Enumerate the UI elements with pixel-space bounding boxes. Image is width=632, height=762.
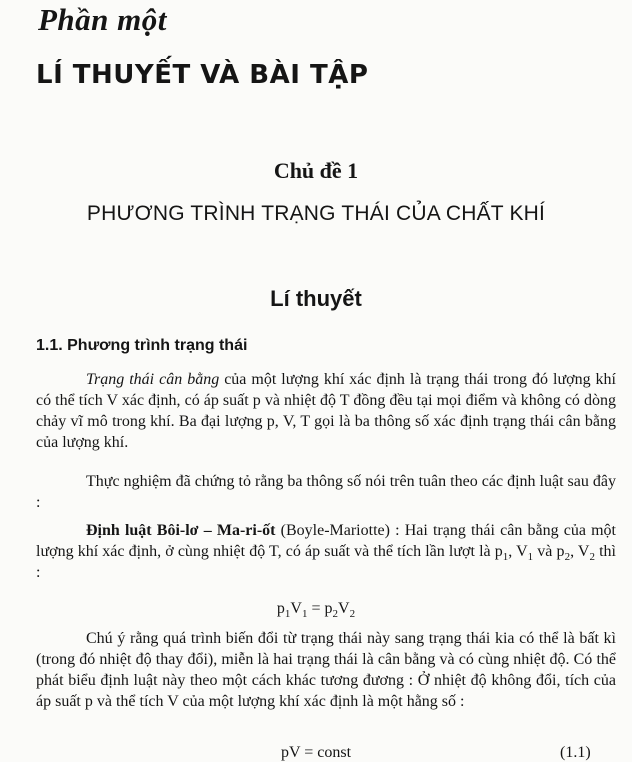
part-label: Phần một: [38, 2, 167, 37]
law-text-b: , V: [508, 543, 528, 560]
part-title: LÍ THUYẾT VÀ BÀI TẬP: [36, 60, 369, 90]
f-sub-v2: 2: [349, 608, 356, 621]
f-sub-p1: 1: [284, 608, 291, 621]
f-p1: p: [276, 600, 285, 617]
theory-heading: Lí thuyết: [270, 286, 362, 311]
f-sub-v1: 1: [301, 608, 308, 621]
sub-2a: 2: [564, 551, 571, 564]
f-sub-p2: 2: [332, 608, 339, 621]
law-text-a: (Boyle-Mariotte) : Hai trạng thái cân bằng của một lượng khí xác định, ở cùng nhiệt độ T, có áp suất và thể tích lần lượt là p: [36, 522, 616, 560]
f-p2: p: [324, 600, 333, 617]
paragraph-note: Chú ý rằng quá trình biến đổi từ trạng thái này sang trạng thái kia có thể là bất kì (trong đó nhiệt độ thay đổi), miễn là hai trạng thái là cân bằng và có cùng nhiệt độ. Có thể phát biểu định luật này theo một cách khác tương đương : Ở nhiệt độ không đổi, tích của áp suất p và thể tích V của một lượng khí xác định là một hằng số :: [36, 630, 616, 710]
formula-const: pV = const: [280, 744, 352, 761]
formula-boyle: [0, 600, 632, 621]
sub-1a: 1: [502, 551, 509, 564]
section-heading: 1.1. Phương trình trạng thái: [36, 337, 248, 354]
paragraph-experiment: Thực nghiệm đã chứng tỏ rằng ba thông số nói trên tuân theo các định luật sau đây :: [36, 473, 616, 511]
term-equilibrium: Trạng thái cân bằng: [86, 371, 220, 388]
law-text-c: và p: [533, 543, 565, 560]
f-v1: V: [290, 600, 302, 617]
sub-1b: 1: [527, 551, 534, 564]
paragraph-equilibrium-text: của một lượng khí xác định là trạng thái trong đó lượng khí có thể tích V xác định, có áp suất p và nhiệt độ T đồng đều tại mọi điểm và không có dòng chảy vĩ mô trong khí. Ba đại lượng p, V, T gọi là ba thông số xác định trạng thái cân bằng của lượng khí.: [36, 371, 617, 451]
topic-label: Chủ đề 1: [273, 158, 359, 183]
law-name: Định luật Bôi-lơ – Ma-ri-ốt: [86, 522, 276, 539]
sub-2b: 2: [589, 551, 595, 564]
f-v2: V: [338, 600, 350, 617]
law-text-d: , V: [570, 543, 590, 560]
equation-number: (1.1): [560, 744, 591, 761]
f-eq: =: [307, 600, 325, 617]
law-text-e: thì :: [36, 543, 616, 581]
paragraph-equilibrium: [36, 369, 616, 453]
topic-title: PHƯƠNG TRÌNH TRẠNG THÁI CỦA CHẤT KHÍ: [86, 202, 546, 225]
paragraph-boyle-law: [36, 520, 616, 583]
